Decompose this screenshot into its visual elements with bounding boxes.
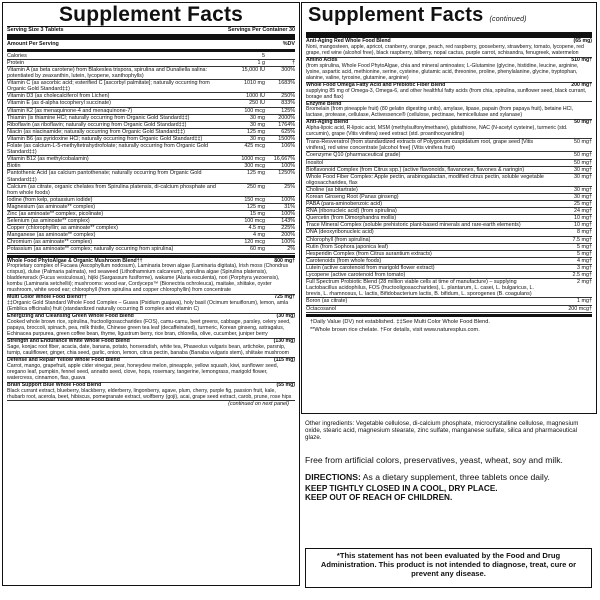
nutrient-row [7, 122, 295, 129]
nutrient-name: Hesperidin Complex (from Citrus aurantium extracts) [306, 250, 432, 257]
nutrient-name: Vitamin K2 (as menaquinone-4 and menaquinone-7) [7, 107, 133, 114]
nutrient-dv: 16,667% [273, 156, 295, 163]
panel-title [308, 4, 596, 31]
other-ingredients: Other ingredients: Vegetable cellulose, di-calcium phosphate, microcrystalline cellulose, magnesium oxide, stearic acid, magnesium stearate, zinc sulfate, manganese sulfate, silica and pharmaceutical glaze. [305, 420, 579, 442]
nutrient-dv: 143% [281, 218, 295, 225]
blend-item [306, 39, 592, 58]
nutrient-amount: 2.5 mg† [572, 272, 592, 279]
storage-line-1: KEEP TIGHTLY CLOSED IN A COOL, DRY PLACE. [305, 484, 498, 493]
nutrient-row [7, 163, 295, 170]
nutrient-name: Vitamin C (as ascorbic acid; esterified C [ascorbyl palmitate]; naturally occurring from Organic Gold Standard‡‡) [7, 80, 210, 93]
nutrient-name: DNA (deoxyribonucleic acid) [306, 229, 374, 236]
nutrient-amount: 30 mg† [574, 166, 592, 173]
blend-title: Enzyme Blend [306, 100, 342, 107]
panel-title-text: Supplement Facts [308, 4, 484, 26]
nutrient-row [306, 187, 592, 194]
free-from-statement: Free from artificial colors, preservatives, yeast, wheat, soy and milk. [305, 455, 563, 465]
nutrient-row [306, 201, 592, 208]
nutrient-row [306, 272, 592, 279]
nutrient-name: Iodine (from kelp, potassium iodide) [7, 196, 93, 203]
blend-title: Energizing and Cleansing Green Whole Food Blend [7, 313, 134, 320]
directions-text: As a dietary supplement, three tablets once daily. [360, 472, 550, 482]
nutrient-dv: 100% [281, 163, 295, 170]
blend-ingredients: Noni, mangosteen, apple, apricot, cranberry, orange, peach, red raspberry, gooseberry, strawberry, tomato, lycopene, red grape, red wine (alcohol free), black raspberry, bilberry, nopal cactus, purple carrot, schisandra, fenugreek, watermelon [306, 43, 584, 56]
nutrient-row [7, 184, 295, 197]
nutrient-dv: † [292, 59, 295, 66]
nutrient-name: RNA (ribonucleic acid) (from spirulina) [306, 208, 397, 215]
storage-warning [305, 484, 595, 503]
nutrient-row [306, 139, 592, 152]
nutrient-dv: 1500% [278, 135, 295, 142]
nutrient-row [306, 229, 592, 236]
nutrient-amount: 30 mg [250, 114, 265, 121]
nutrient-row [7, 129, 295, 136]
nutrient-amount: 5 mg† [577, 243, 592, 250]
nutrient-amount: 50 mg† [574, 152, 592, 159]
nutrient-row [7, 170, 295, 183]
nutrient-name: Trace Mineral Complex (soluble prehistoric plant-based minerals and rare-earth elements) [306, 222, 521, 229]
nutrient-name: Carotenoids (from whole foods) [306, 257, 382, 264]
blend-title: Multi Color Whole Food Blend†† [7, 294, 87, 301]
nutrient-row [7, 211, 295, 218]
nutrient-row [7, 218, 295, 225]
directions-label: DIRECTIONS: [305, 472, 361, 482]
nutrient-amount: 5 mg† [577, 250, 592, 257]
nutrient-amount: 30 mg [250, 121, 265, 128]
fda-disclaimer: *This statement has not been evaluated by the Food and Drug Administration. This product is not intended to diagnose, treat, cure or prevent any disease. [305, 548, 592, 588]
nutrient-amount: 50 mg† [574, 159, 592, 166]
nutrient-amount: 4 mg† [577, 257, 592, 264]
nutrient-name: Vitamin B12 (as methylcobalamin) [7, 156, 89, 163]
nutrient-row [7, 197, 295, 204]
nutrient-amount: 250 IU [249, 100, 265, 107]
nutrient-amount: 100 mcg [244, 218, 265, 225]
blend-ingredients: supplying 85 mg of Omega-3, Omega-6, and other healthful fatty acids (from chia, spirulina, sunflower seed, black currant, borage and flax) [306, 87, 587, 100]
nutrient-name: Magnesium (as aminoate** complex) [7, 203, 96, 210]
nutrient-name: Folate (as calcium-L-5-methyltetrahydrofolate; naturally occurring from Organic Gold Standard‡‡) [7, 143, 209, 156]
nutrient-name: Vitamin A (as beta carotene) from Blakeslea trispora, spirulina and Dunaliella salina: potentiated by zeaxanthin, lutein, lycopene, xanthophylls) [7, 67, 208, 80]
blend-title: Brain Support Blue Whole Food Blend [7, 381, 102, 388]
blend-list [306, 39, 592, 139]
nutrient-amount: 125 mg [247, 128, 265, 135]
column-header [7, 41, 295, 47]
nutrient-name: Trans-Resveratrol (from standardized extracts of Polygonum cuspidatum root, grape seed [Vitis vinifera], red wine concentrate [alcohol free] (Vitis vinifera fruit) [306, 139, 534, 152]
nutrient-name: Choline (as bitartrate) [306, 186, 358, 193]
nutrient-name: Protein [7, 59, 25, 66]
blend-amount: (55 mg) [276, 381, 295, 388]
nutrient-amount: 30 mg† [574, 186, 592, 193]
nutrient-name: Selenium (as aminoate** complex) [7, 218, 90, 225]
blend-title: Strength and Endurance White Whole Food Blend [7, 337, 130, 344]
nutrient-dv: 1764% [278, 121, 295, 128]
nutrient-row [306, 215, 592, 222]
nutrient-amount: 125 mg [247, 170, 265, 177]
nutrient-name: Vitamin D3 (as cholecalciferol from Lichen) [7, 93, 110, 100]
nutrient-amount: 100 mcg [244, 107, 265, 114]
blend-item [7, 314, 295, 339]
blend-item [7, 339, 295, 358]
blend-amount: (130 mg) [273, 337, 295, 344]
blend-ingredients: Alpha-lipoic acid, R-lipoic acid, MSM (methylsulfonylmethane), glutathione, NAC (N-acetyl cysteine), turmeric (std. curcumin), grape (Vitis vinifera) seed extract (std. proanthocyanidins) [306, 125, 568, 138]
divider [7, 34, 295, 40]
supplement-facts-panel-left [2, 2, 300, 586]
blend-amount: 800 mg† [274, 257, 295, 264]
blend-title: Anti-Aging Red Whole Food Blend [306, 38, 391, 44]
serving-size: Serving Size 3 Tablets [7, 27, 64, 33]
nutrient-name: Manganese (as aminoate** complex) [7, 232, 96, 239]
blend-item [306, 102, 592, 121]
nutrient-amount: 2 mg† [577, 279, 592, 286]
nutrient-amount: 10 mg† [574, 222, 592, 229]
blend-item [306, 58, 592, 83]
blend-amount: (65 mg) [573, 38, 592, 44]
continued-label: (continued) [489, 16, 527, 23]
nutrient-amount: 300 mcg [244, 163, 265, 170]
nutrient-row [7, 93, 295, 100]
blend-item [7, 383, 295, 402]
blend-title: Anti-Aging Blend [306, 119, 349, 126]
nutrient-amount: 30 mg† [574, 173, 592, 180]
nutrient-dv: 1683% [278, 80, 295, 87]
nutrient-row [306, 194, 592, 201]
blend-item [7, 358, 295, 383]
nutrient-amount: 4 mg [253, 232, 265, 239]
nutrient-name: Bioflavonoid Complex (from Citrus spp.) (active flavonoids, flavanones, flavones & naringin) [306, 166, 525, 173]
nutrient-name: Boron (as citrate) [306, 298, 348, 305]
nutrient-amount: 125 mg [247, 203, 265, 210]
blend-amount: (115 mg) [273, 356, 295, 363]
nutrient-amount: 200 mcg† [568, 305, 592, 312]
nutrient-row [306, 237, 592, 244]
nutrient-row [306, 152, 592, 159]
nutrient-name: Biotin [7, 163, 21, 170]
amount-per-serving-label: Amount Per Serving [7, 41, 59, 48]
nutrient-dv: 100% [281, 196, 295, 203]
nutrient-amount: 30 mg [250, 135, 265, 142]
nutrient-amount: 1010 mg [244, 80, 265, 87]
nutrient-row [306, 160, 592, 167]
nutrient-amount: 3 mg† [577, 264, 592, 271]
nutrient-name: Coenzyme Q10 (pharmaceutical grade) [306, 152, 401, 159]
nutrient-name: Octacosanol [306, 305, 336, 312]
nutrient-dv: 31% [284, 203, 295, 210]
blend-amount: 50 mg† [574, 119, 592, 126]
nutrient-row [7, 136, 295, 143]
nutrient-row [7, 232, 295, 239]
nutrient-row [306, 167, 592, 174]
blend-ingredients: (from spirulina, Whole Food PhytoAlgae, chia and mineral aminoates; L-Glutamine (glycine, histidine, leucine, arginine, lysine, aspartic acid, methionine, serine, cysteine, glutamic acid, threonine, proline, phenylalanine, glycine, tryptophan, alanine, valine, tyrosine, glutamine, arginine) [306, 62, 579, 81]
blend-title: Whole Food Omega Fatty Acid and Prebiotic Fiber Blend [306, 81, 446, 88]
nutrient-amount: 24 mg† [574, 208, 592, 215]
nutrient-dv: 833% [281, 100, 295, 107]
nutrient-row [306, 244, 592, 251]
blend-ingredients: Proprietary complex of Fucaea (Ascophyllum nodosum), Laminaria brown algae (Laminaria digitata), Irish moss (Chondrus crispus), dulse (Palmaria palmata), red seaweed (Lithothamnium calcareum), spirulina algae (Spirulina platensis), bladderwrack (Fucus vesiculosus), hijiki (Sargassum fusiforme), wakame (Alaria esculenta), nori (Porphyra yezoensis), kombu (Laminaria setchellii); mushrooms: wood ear, Cordyceps™ (Bionectria ochroleuca), maitake, shiitake, oyster mushroom, white wood ear; chlorophyll (from spirulina and copper chlorophyllin) from concentrate [7, 263, 289, 294]
nutrient-name: Whole Food Fiber Complex: Apple pectin, arabinogalactan, modified citrus pectin, soluble vegetable oligosaccharides, flax [306, 173, 544, 186]
nutrient-name: Potassium (as aminoate** complex; naturally occurring from spirulina) [7, 246, 174, 253]
nutrient-name: Niacin (as niacinamide; naturally occurring from Organic Gold Standard‡‡) [7, 128, 185, 135]
nutrient-row [306, 279, 592, 298]
nutrient-name: Zinc (as aminoate** complex, picolinate) [7, 210, 104, 217]
nutrient-name: Copper (chlorophyllin; as aminoate** complex) [7, 225, 118, 232]
nutrient-row [7, 156, 295, 163]
nutrient-row [7, 108, 295, 115]
nutrient-dv: 100% [281, 210, 295, 217]
nutrient-dv: 200% [281, 232, 295, 239]
nutrient-dv: 106% [281, 143, 295, 150]
nutrient-amount: 5 [262, 52, 265, 59]
nutrient-amount: 1 g [257, 59, 265, 66]
nutrient-dv [265, 53, 295, 59]
blend-ingredients: Sage, konjac root fiber, acacia, date, banana, potato, horseradish, white tea, Phaseolus vulgaris bean, artichoke, parsnip, turnip, cauliflower, ginger, chia seed, garlic, onion, lemon, citrus pectin, banaba (Banaba vulgaris stem), shiitake mushroom [7, 343, 289, 356]
nutrient-dv: 25% [284, 183, 295, 190]
nutrient-name: Chlorophyll (from spirulina) [306, 236, 371, 243]
nutrient-name: Full Spectrum Probiotic Blend (28 million viable cells at time of manufacture) – supplying Lactobacillus acidophilus, FOS (fructooligosaccharides), L. plantarum, L. casei, L. bulgaricus, L. brevis, L. rhamnosus, L. lactis, Bifidobacterium lactis, B. bifidum, L. sporogenes (B. coagulans) [306, 279, 535, 298]
servings-per-container: Servings Per Container 30 [227, 27, 295, 33]
continued-note: (continued on next panel) [228, 401, 289, 408]
nutrient-row [306, 222, 592, 229]
nutrient-amount: 8 mg† [577, 229, 592, 236]
nutrient-row [306, 174, 592, 187]
nutrient-row [7, 143, 295, 156]
nutrient-dv: 250% [281, 93, 295, 100]
blend-amount: 510 mg† [571, 56, 592, 63]
blend-title: Whole Food PhytoAlgae & Organic Mushroom Blend†† [7, 257, 143, 264]
nutrient-row [7, 53, 295, 60]
nutrient-name: Vitamin B6 (as pyridoxine HCl; naturally occurring from Organic Gold Standard‡‡) [7, 135, 203, 142]
serving-info [7, 27, 295, 33]
nutrient-name: Lycopene (active carotenoid from tomato) [306, 272, 406, 279]
nutrient-name: Calcium (as citrate, organic chelates from Spirulina platensis, di-calcium phosphate and from whole foods) [7, 183, 216, 196]
nutrient-amount: 10 mg† [574, 215, 592, 222]
nutrient-row [306, 265, 592, 272]
nutrient-row [306, 251, 592, 258]
nutrient-name: Calories [7, 52, 27, 59]
nutrient-dv: 225% [281, 225, 295, 232]
nutrient-amount: 150 mcg [244, 196, 265, 203]
nutrient-amount: 50 mg† [574, 139, 592, 146]
nutrient-amount: 425 mcg [244, 143, 265, 150]
nutrient-dv: 2% [287, 246, 295, 253]
directions [305, 472, 595, 482]
blend-amount: 725 mg† [274, 294, 295, 301]
nutrient-amount: 1000 IU [246, 93, 265, 100]
nutrient-row [306, 306, 592, 313]
nutrient-amount: 1 mg† [577, 298, 592, 305]
nutrient-amount: 60 mg [250, 246, 265, 253]
blend-ingredients: Bromelain (from pineapple fruit) (80 gelatin digesting units), amylase, lipase, papain (from papaya fruit), betaine HCl, lactase, protease, cellulase, Activessence® (cellulose, pectinase, hemicellulase and xylanase) [306, 106, 573, 119]
nutrient-name: Lutein (active carotenoid from marigold flower extract) [306, 264, 435, 271]
blend-item [7, 295, 295, 314]
blend-amount: (30 mg) [276, 313, 295, 320]
supplement-facts-panel-right [301, 2, 597, 414]
nutrient-row [7, 204, 295, 211]
panel-title: Supplement Facts [58, 3, 244, 26]
nutrient-amount: 120 mcg [244, 239, 265, 246]
nutrient-amount: 30 mg† [574, 194, 592, 200]
blend-amount: 200 mg† [571, 81, 592, 88]
nutrient-row [7, 100, 295, 107]
nutrient-name: Vitamin E (as d-alpha tocopheryl succinate) [7, 100, 111, 107]
nutrient-amount: 250 mg [247, 183, 265, 190]
nutrient-amount: 1000 mcg [241, 156, 265, 163]
blend-title: Defense and Repair Yellow Whole Food Blend [7, 356, 120, 363]
nutrient-table [306, 139, 592, 312]
nutrient-row [306, 298, 592, 305]
nutrient-dv: 625% [281, 128, 295, 135]
blend-ingredients: Carrot, mango, grapefruit, apple cider vinegar, pear, honeydew melon, pineapple, yellow squash, kiwi, sunflower seed, oregano leaf, pumpkin, fennel seed, annatto seed, clove, hops, rosemary, tangerine, lemongrass, marigold flower, watercress, cinnamon, flax, guava [7, 362, 279, 381]
blend-item [306, 83, 592, 102]
storage-line-2: KEEP OUT OF REACH OF CHILDREN. [305, 493, 453, 503]
blend-ingredients: Black currant extract, blueberry, blackberry, elderberry, lingonberry, agave, plum, cherry, purple fig, passion fruit, kale, rhubarb root, acerola, beet, hibiscus, pomegranate extract, wolfberry (goji), acai, grape seed extract, carob, prune, rose hips [7, 387, 292, 400]
nutrient-row [7, 60, 295, 67]
nutrient-dv: 300% [281, 67, 295, 73]
blend-title: Amino Acids [306, 56, 338, 63]
nutrient-amount: 15,000 IU [241, 67, 265, 73]
divider [306, 314, 592, 317]
nutrient-dv: 125% [281, 107, 295, 114]
nutrient-name: Pantothenic Acid (as calcium pantothenate; naturally occurring from Organic Gold Standard‡‡) [7, 170, 202, 183]
blend-ingredients: ‡‡Organic Gold Standard Whole Food Complex – Guava (Psidium guajava), holy basil (Ocimum tenuiflorum), lemon, amla (Emblica officinalis) fruit (standardized naturally occurring B complex and vitamin C) [7, 300, 289, 313]
blend-item [306, 120, 592, 139]
nutrient-row [7, 115, 295, 122]
nutrient-name: PABA (para-aminobenzoic acid) [306, 201, 383, 208]
nutrient-amount: 25 mg† [574, 201, 592, 208]
nutrient-table [7, 53, 295, 254]
nutrient-row [7, 80, 295, 93]
nutrient-dv: 1250% [278, 170, 295, 177]
nutrient-row [7, 246, 295, 253]
blend-item [7, 259, 295, 296]
nutrient-row [306, 258, 592, 265]
blend-ingredients: Cooked whole brown rice, spirulina, fructooligosaccharides (FOS), camu-camu, beet greens, cabbage, parsley, celery seed, papaya, broccoli, spinach, pea, milk thistle, Chinese green tea leaf (decaffeinated), turmeric, Korean ginseng, astragalus, Echinacea purpurea, green coffee bean, thyme, ligustrum berry, rice bran, chlorella, olive, cucumber, juniper berry [7, 319, 291, 337]
nutrient-name: Chromium (as aminoate** complex) [7, 239, 93, 246]
footnote: **Whole brown rice chelate. †For details, visit www.naturesplus.com. [310, 326, 480, 333]
nutrient-amount: 15 mg [250, 210, 265, 217]
nutrient-dv: 2000% [278, 114, 295, 121]
divider [7, 49, 295, 52]
nutrient-name: Quercetin (from Dimorphandra mollis) [306, 215, 397, 222]
nutrient-row [7, 67, 295, 80]
nutrient-row [7, 239, 295, 246]
dv-header: %DV [282, 41, 295, 48]
nutrient-name: Korean Ginseng Root (Panax ginseng) [306, 194, 399, 200]
nutrient-amount: 7.5 mg† [572, 236, 592, 243]
nutrient-name: Rutin (from Sophora japonica leaf) [306, 243, 389, 250]
nutrient-dv: 100% [281, 239, 295, 246]
nutrient-amount: 4.5 mg [248, 225, 265, 232]
footnote: †Daily Value (DV) not established. ‡‡See Multi Color Whole Food Blend. [310, 318, 490, 325]
nutrient-name: Thiamin (is thiamine HCl; naturally occurring from Organic Gold Standard‡‡) [7, 114, 190, 121]
blend-list [7, 259, 295, 402]
nutrient-name: Inositol [306, 159, 324, 166]
nutrient-row [7, 225, 295, 232]
nutrient-row [306, 208, 592, 215]
nutrient-name: Riboflavin (as riboflavin; naturally occurring from Organic Gold Standard‡‡) [7, 121, 187, 128]
